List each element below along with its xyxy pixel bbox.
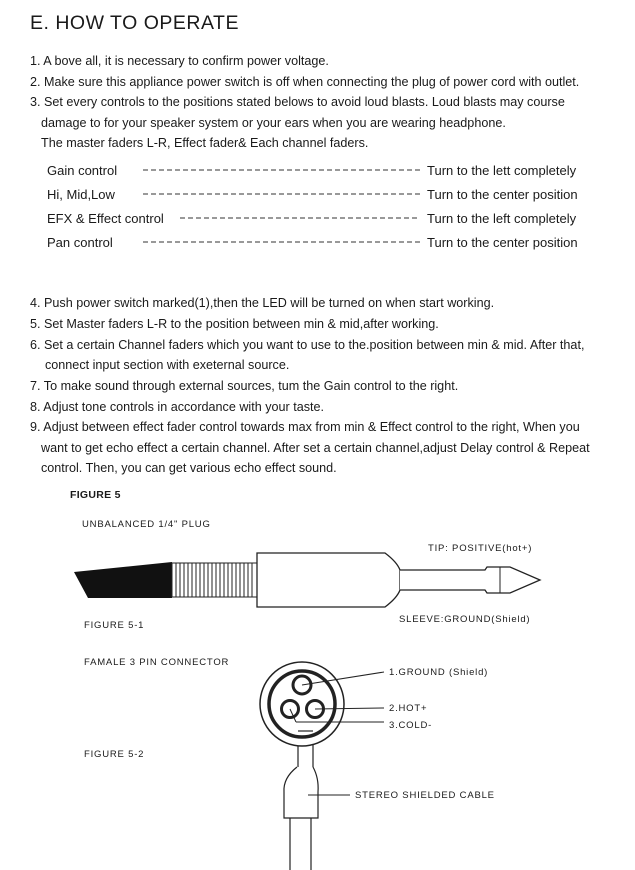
setting-position-efx: Turn to the left completely [427, 211, 577, 226]
step-9-end: control. Then, you can get various echo effect sound. [41, 461, 337, 475]
step-1: 1. A bove all, it is necessary to confirm power voltage. [30, 54, 329, 68]
setting-position-gain: Turn to the lett completely [427, 163, 577, 178]
xlr-drawing [260, 662, 344, 870]
xlr-boot [284, 767, 318, 818]
pin-3-label: 3.COLD- [389, 720, 433, 731]
tip-label: TIP: POSITIVE(hot+) [428, 543, 533, 554]
setting-control-pan: Pan control [47, 235, 113, 250]
setting-position-eq: Turn to the center position [427, 187, 578, 202]
step-3: 3. Set every controls to the positions stated belows to avoid loud blasts. Loud blasts may course [30, 95, 565, 109]
setting-control-eq: Hi, Mid,Low [47, 187, 115, 202]
step-4: 4. Push power switch marked(1),then the LED will be turned on when start working. [30, 296, 495, 310]
step-9-continued: want to get echo effect a certain channel. After set a certain channel,adjust Delay control & Repeat [41, 441, 590, 455]
plug-title: UNBALANCED 1/4" PLUG [82, 519, 211, 530]
table-leaders [143, 170, 420, 242]
step-3-continued: damage to for your speaker system or your ears when you are wearing headphone. [41, 116, 506, 130]
step-9: 9. Adjust between effect fader control towards max from min & Effect control to the right, When you [30, 420, 580, 434]
figure-title: FIGURE 5 [70, 489, 121, 501]
step-5: 5. Set Master faders L-R to the position between min & mid,after working. [30, 317, 439, 331]
step-6-continued: connect input section with exeternal source. [45, 358, 290, 372]
step-2: 2. Make sure this appliance power switch is off when connecting the plug of power cord with outlet. [30, 75, 580, 89]
section-title: E. HOW TO OPERATE [30, 12, 239, 34]
sleeve-label: SLEEVE:GROUND(Shield) [399, 614, 531, 625]
setting-position-pan: Turn to the center position [427, 235, 578, 250]
connector-title: FAMALE 3 PIN CONNECTOR [84, 657, 230, 668]
plug-strain-relief [172, 563, 257, 597]
plug-tip [400, 567, 540, 593]
setting-control-efx: EFX & Effect control [47, 211, 164, 226]
plug-body [257, 553, 400, 607]
step-7: 7. To make sound through external sources, tum the Gain control to the right. [30, 379, 459, 393]
step-3-faders: The master faders L-R, Effect fader& Each channel faders. [41, 136, 369, 150]
pin-2-label: 2.HOT+ [389, 703, 428, 714]
pin-1-label: 1.GROUND (Shield) [389, 667, 489, 678]
setting-control-gain: Gain control [47, 163, 118, 178]
plug-drawing [74, 553, 540, 607]
step-8: 8. Adjust tone controls in accordance with your taste. [30, 400, 325, 414]
plug-cable [74, 562, 172, 598]
figure-5-1-label: FIGURE 5-1 [84, 620, 145, 631]
step-6: 6. Set a certain Channel faders which you want to use to the.position between min & mid. After that, [30, 338, 585, 352]
cable-label: STEREO SHIELDED CABLE [355, 790, 495, 801]
figure-5-2-label: FIGURE 5-2 [84, 749, 145, 760]
